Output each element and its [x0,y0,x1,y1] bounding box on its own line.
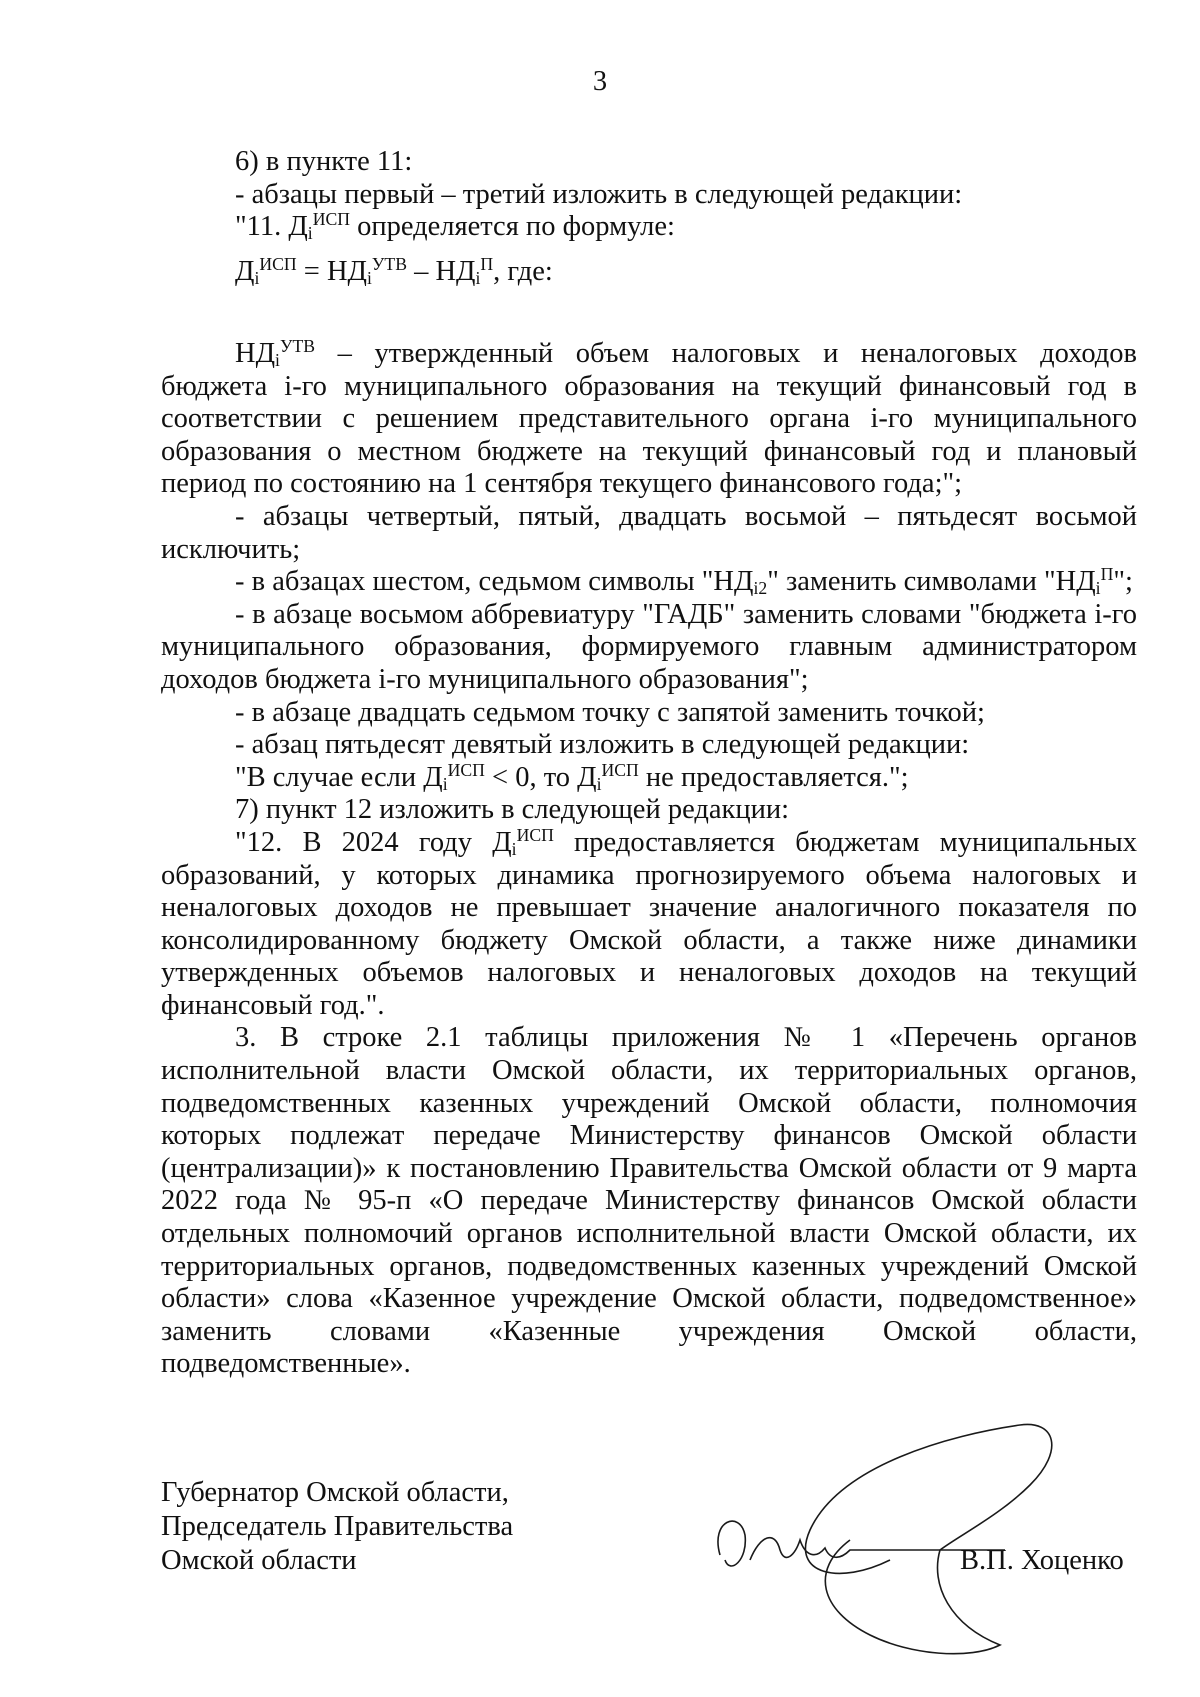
case-b-sub: i [596,773,602,794]
section-3-paragraph: 3. В строке 2.1 таблицы приложения № 1 «Перечень органов исполнительной власти Омской области, их территориальных органов, подведомственных казенных учреждений Омской области, полномочия которых подлежат передаче Министерству финансов Омской области (централизации)» к постановлению Правительства Омской области от 9 марта 2022 года № 95-п «О передаче Министерству финансов Омской области отдельных полномочий органов исполнительной власти Омской области, их территориальных органов, подведомственных казенных учреждений Омской области» слова «Казенное учреждение Омской области, подведомственное» заменить словами «Казенные учреждения Омской области, подведомственные». [161,1022,1137,1380]
formula-d: Д [235,256,255,287]
signature-loop [805,1424,1051,1653]
point-11-tail: определяется по формуле: [349,211,675,243]
handwritten-signature [700,1410,1100,1670]
case-b: < 0, то Д [484,761,597,793]
amendments-block [161,146,1137,244]
formula-d-sub: i [254,267,260,288]
symbols-paragraph [161,566,1137,599]
signatory-title-line: Председатель Правительства [161,1511,514,1542]
point-12-paragraph [161,827,1137,1023]
definition-lead: НД [235,338,276,369]
definition-paragraph [161,338,1137,501]
point-11-intro [161,211,1137,244]
formula-end: , где: [493,256,553,287]
case-a-sup: ИСП [447,760,485,781]
item-6-paragraphs-line: - абзацы первый – третий изложить в следующей редакции: [235,178,963,210]
symbols-a: - в абзацах шестом, седьмом символы "НД [235,566,754,598]
formula-nd-sup: УТВ [371,254,407,275]
case-c: не предоставляется."; [638,761,909,793]
definition-sub: i [275,349,280,370]
signatory-title-line: Омской области [161,1545,357,1576]
symbols-c: "; [1113,566,1133,598]
formula-d-sup: ИСП [259,254,297,275]
definition-sup: УТВ [279,336,315,357]
symbols-b-sub: i [1095,578,1101,599]
point-12-b: предоставляется бюджетам муниципальных образований, у которых динамика прогнозируемого объема налоговых и неналоговых доходов не превышает значение аналогичного показателя по консолидированному бюджету Омской области, а также ниже динамики утвержденных объемов налоговых и неналоговых доходов на текущий финансовый год.". [161,826,1138,1021]
body-block [161,338,1137,1381]
case-a: "В случае если Д [235,761,443,793]
formula-block [161,256,1137,289]
exclusion-paragraph: - абзацы четвертый, пятый, двадцать восьмой – пятьдесят восьмой исключить; [161,500,1137,565]
gadb-paragraph: - в абзаце восьмом аббревиатуру "ГАДБ" заменить словами "бюджета i-го муниципального образования, формируемого главным администратором доходов бюджета i-го муниципального образования"; [161,598,1137,695]
formula-ndp-sup: П [480,254,494,275]
symbols-a-sub: i2 [753,578,768,599]
point-11-sup: ИСП [312,209,350,230]
formula-eq: = НД [296,256,367,287]
item-6-heading: 6) в пункте 11: [235,146,413,177]
symbols-b-sup: П [1100,564,1114,585]
point-11-sub: i [307,223,313,244]
signatory-title-line: Губернатор Омской области, [161,1477,509,1508]
semicolon-paragraph: - в абзаце двадцать седьмом точку с запятой заменить точкой; [235,696,985,728]
point-12-a: "12. В 2024 году Д [235,826,512,858]
definition-text: – утвержденный объем налоговых и неналоговых доходов бюджета i-го муниципального образования на текущий финансовый год в соответствии с решением представительного органа i-го муниципального образования о местном бюджете на текущий финансовый год и плановый период по состоянию на 1 сентября текущего финансового года;"; [161,338,1137,500]
signatory-name: В.П. Хоценко [960,1545,1124,1576]
signature-block [161,1476,681,1578]
formula-minus: – НД [406,256,476,287]
page-number: 3 [592,66,608,97]
point-11-open: "11. Д [235,211,308,243]
paragraph-59-line: - абзац пятьдесят девятый изложить в следующей редакции: [235,729,970,761]
symbols-b: " заменить символами "НД [767,566,1096,598]
case-paragraph [161,762,1137,795]
formula [161,256,1137,289]
item-7-paragraph: 7) пункт 12 изложить в следующей редакции: [235,794,790,826]
formula-ndp-sub: i [475,267,481,288]
formula-nd-sub: i [367,267,372,288]
point-12-sub: i [511,838,517,859]
case-b-sup: ИСП [601,760,639,781]
case-a-sub: i [442,773,448,794]
point-12-sup: ИСП [516,825,554,846]
